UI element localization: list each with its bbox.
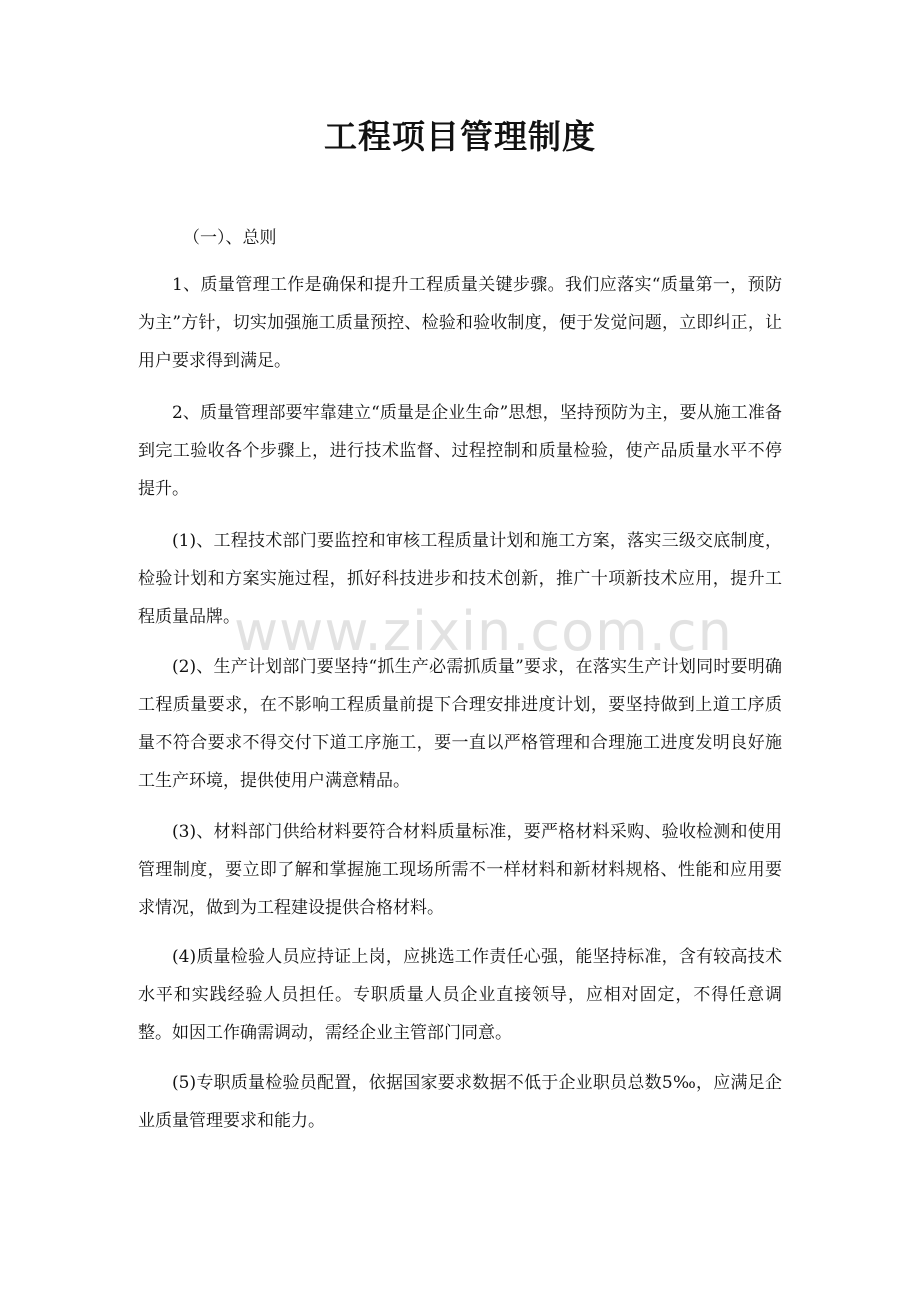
document-title: 工程项目管理制度	[324, 117, 596, 156]
paragraph-1: 1、质量管理工作是确保和提升工程质量关键步骤。我们应落实“质量第一，预防为主”方针，切实加强施工质量预控、检验和验收制度，便于发觉问题，立即纠正，让用户要求得到满足。	[138, 275, 782, 371]
paragraph-6: (4)质量检验人员应持证上岗，应挑选工作责任心强，能坚持标准，含有较高技术水平和实践经验人员担任。专职质量人员企业直接领导，应相对固定，不得任意调整。如因工作确需调动，需经企业主管部门同意。	[138, 947, 782, 1043]
paragraph-4: (2)、生产计划部门要坚持“抓生产必需抓质量”要求，在落实生产计划同时要明确工程质量要求，在不影响工程质量前提下合理安排进度计划，要坚持做到上道工序质量不符合要求不得交付下道工序施工，要一直以严格管理和合理施工进度发明良好施工生产环境，提供使用户满意精品。	[138, 657, 782, 791]
paragraph-5: (3)、材料部门供给材料要符合材料质量标准，要严格材料采购、验收检测和使用管理制度，要立即了解和掌握施工现场所需不一样材料和新材料规格、性能和应用要求情况，做到为工程建设提供合格材料。	[138, 822, 782, 918]
watermark: www.zixin.com.cn	[234, 600, 733, 663]
paragraph-2: 2、质量管理部要牢靠建立“质量是企业生命”思想，坚持预防为主，要从施工准备到完工验收各个步骤上，进行技术监督、过程控制和质量检验，使产品质量水平不停提升。	[138, 403, 782, 499]
paragraph-7: (5)专职质量检验员配置，依据国家要求数据不低于企业职员总数5‰，应满足企业质量管理要求和能力。	[138, 1073, 782, 1131]
section-heading: （一）、总则	[183, 228, 277, 248]
paragraph-3: (1)、工程技术部门要监控和审核工程质量计划和施工方案，落实三级交底制度，检验计划和方案实施过程，抓好科技进步和技术创新，推广十项新技术应用，提升工程质量品牌。	[138, 531, 782, 627]
